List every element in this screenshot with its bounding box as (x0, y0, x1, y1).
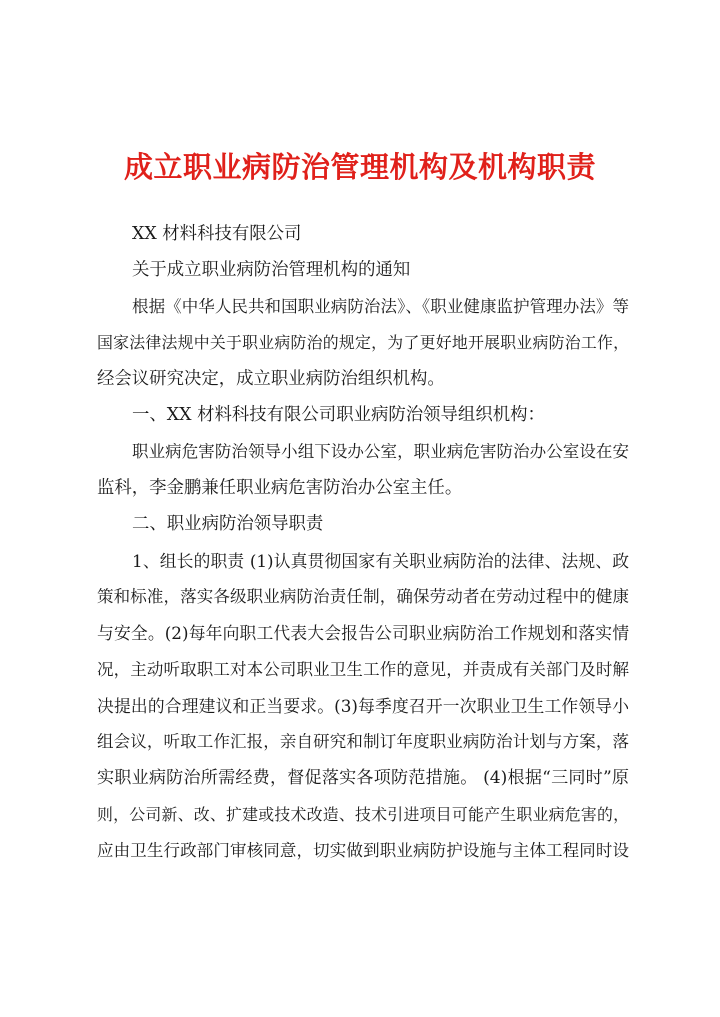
paragraph-line: 1、组长的职责 (1)认真贯彻国家有关职业病防治的法律、法规、政 (132, 550, 629, 571)
paragraph-line: 应由卫生行政部门审核同意，切实做到职业病防护设施与主体工程同时设 (97, 841, 629, 861)
paragraph-line: 则，公司新、改、扩建或技术改造、技术引进项目可能产生职业病危害的， (97, 804, 629, 824)
paragraph-line: 二、职业病防治领导职责 (132, 514, 324, 535)
paragraph-line: 与安全。(2)每年向职工代表大会报告公司职业病防治工作规划和落实情 (97, 623, 629, 644)
paragraph-line: 关于成立职业病防治管理机构的通知 (132, 260, 411, 281)
paragraph-line: 监科，李金鹏兼任职业病危害防治办公室主任。 (97, 478, 463, 499)
paragraph-line: 实职业病防治所需经费，督促落实各项防范措施。 (4)根据“三同时”原 (97, 768, 629, 789)
paragraph-line: 国家法律法规中关于职业病防治的规定，为了更好地开展职业病防治工作， (97, 332, 629, 352)
document-title: 成立职业病防治管理机构及机构职责 (123, 150, 596, 184)
paragraph-line: 职业病危害防治领导小组下设办公室，职业病危害防治办公室设在安 (132, 441, 629, 461)
paragraph-line: 经会议研究决定，成立职业病防治组织机构。 (97, 369, 445, 390)
paragraph-line: 根据《中华人民共和国职业病防治法》、《职业健康监护管理办法》等 (132, 296, 629, 316)
paragraph-line: 况，主动听取职工对本公司职业卫生工作的意见，并责成有关部门及时解 (97, 659, 629, 679)
paragraph-line: 决提出的合理建议和正当要求。(3)每季度召开一次职业卫生工作领导小 (97, 695, 629, 716)
paragraph-line: XX 材料科技有限公司 (132, 224, 302, 244)
paragraph-line: 组会议，听取工作汇报，亲自研究和制订年度职业病防治计划与方案，落 (97, 732, 629, 752)
paragraph-line: 一、XX 材料科技有限公司职业病防治领导组织机构： (132, 405, 545, 426)
document-body (97, 216, 629, 869)
paragraph-line: 策和标准，落实各级职业病防治责任制，确保劳动者在劳动过程中的健康 (97, 586, 629, 606)
